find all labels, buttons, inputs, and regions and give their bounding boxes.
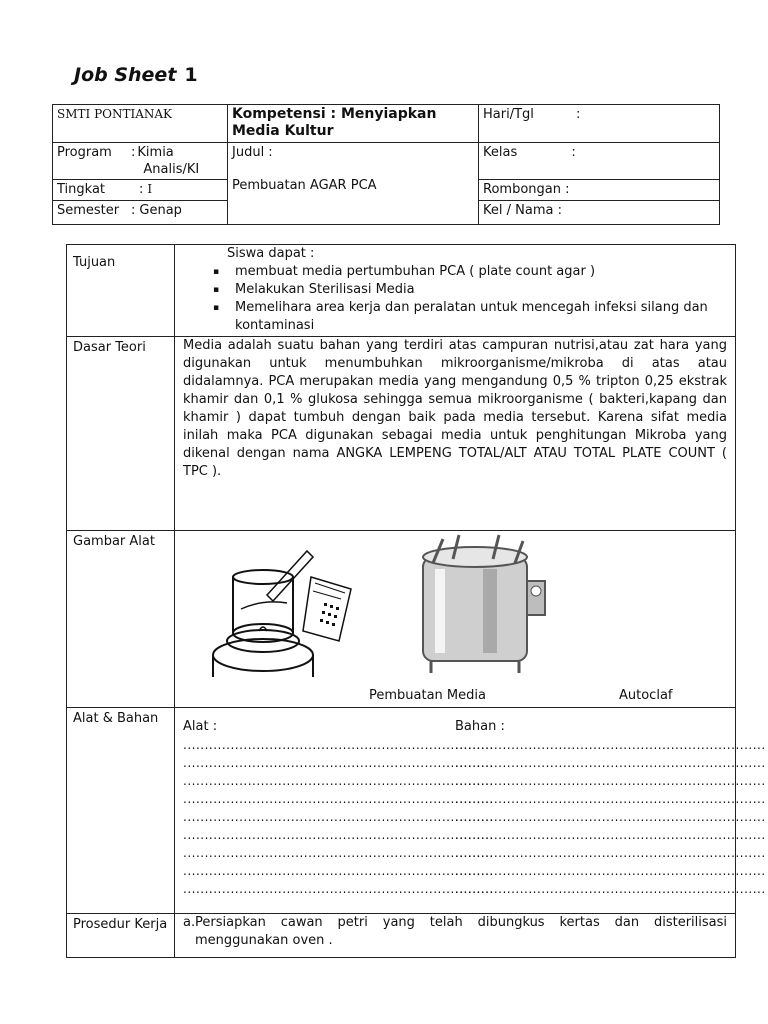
alat-line: ........................................................................ <box>183 846 494 860</box>
program-colon: : <box>131 145 136 160</box>
dasar-teori-text: Media adalah suatu bahan yang terdiri atas campuran nutrisi,atau zat hara yang digunakan untuk menumbuhkan mikroorganisme/mikroba di atas atau didalamnya. PCA merupakan media yang mengandung 0,5 % tripton 0,25 ekstrak khamir dan 0,1 % glukosa sehingga semua mikroorganisme ( bakteri,kapang dan khamir ) dapat tumbuh dengan baik pada media tersebut. Karena sifat media inilah maka PCA digunakan sebagai media untuk penghitungan Mikroba yang dikenal dengan nama ANGKA LEMPENG TOTAL/ALT ATAU TOTAL PLATE COUNT ( TPC ). <box>183 338 727 479</box>
bahan-line: ........................................................................ <box>455 882 766 896</box>
caption-media: Pembuatan Media <box>369 688 486 703</box>
tujuan-item: ▪ membuat media pertumbuhan PCA ( plate count agar ) <box>225 263 727 281</box>
judul-cell <box>228 143 479 225</box>
program-value-2: Analis/KI <box>143 162 200 177</box>
tujuan-item: ▪ Memelihara area kerja dan peralatan untuk mencegah infeksi silang dan kontaminasi <box>225 299 727 335</box>
title-number: 1 <box>184 64 198 86</box>
tingkat-cell <box>53 180 228 201</box>
alat-line: ........................................................................ <box>183 792 494 806</box>
alat-line: ........................................................................ <box>183 882 494 896</box>
jobsheet-table <box>66 244 766 958</box>
program-label: Program <box>57 145 112 160</box>
dasar-teori-content <box>175 337 736 531</box>
rombongan-label: Rombongan : <box>483 182 570 197</box>
tujuan-list <box>183 263 727 335</box>
kompetensi-line1: Kompetensi : Menyiapkan <box>232 106 437 122</box>
kelas-label: Kelas <box>483 145 518 160</box>
bahan-line: ........................................................................ <box>455 774 766 788</box>
kelas-cell <box>479 143 720 180</box>
program-cell <box>53 143 228 180</box>
row-alat-bahan <box>67 708 736 914</box>
prosedur-content <box>175 914 736 958</box>
bahan-line: ........................................................................ <box>455 756 766 770</box>
semester-colon: : <box>131 203 136 218</box>
bahan-line: ........................................................................ <box>455 864 766 878</box>
media-preparation-illustration <box>211 537 361 687</box>
alat-line: ........................................................................ <box>183 864 494 878</box>
rombongan-cell <box>479 180 720 201</box>
alat-line: ........................................................................ <box>183 774 494 788</box>
prosedur-marker: a. <box>183 915 196 930</box>
school-name: SMTI PONTIANAK <box>57 107 173 121</box>
kelas-colon: : <box>571 145 576 160</box>
tujuan-item: ▪ Melakukan Sterilisasi Media <box>225 281 727 299</box>
bahan-label: Bahan : <box>455 719 505 734</box>
bahan-column <box>455 718 766 898</box>
page-title <box>74 64 198 86</box>
row-prosedur <box>67 914 736 958</box>
prosedur-item <box>183 914 727 950</box>
semester-label: Semester <box>57 203 120 218</box>
alat-bahan-content <box>175 708 766 914</box>
alat-label: Alat : <box>183 719 218 734</box>
tujuan-content <box>175 245 736 337</box>
kel-cell <box>479 201 720 225</box>
tujuan-label: Tujuan <box>67 245 175 337</box>
autoclave-illustration <box>413 529 553 679</box>
alat-bahan-label: Alat & Bahan <box>67 708 175 914</box>
header-table <box>52 104 720 225</box>
tujuan-intro: Siswa dapat : <box>227 246 315 261</box>
alat-line: ........................................................................ <box>183 810 494 824</box>
judul-value: Pembuatan AGAR PCA <box>232 178 377 193</box>
row-tujuan <box>67 245 736 337</box>
tingkat-colon: : <box>139 182 144 197</box>
judul-label: Judul : <box>232 145 273 160</box>
row-dasar-teori <box>67 337 736 531</box>
bahan-line: ........................................................................ <box>455 810 766 824</box>
title-text: Job Sheet <box>74 64 177 86</box>
caption-autoclave: Autoclaf <box>619 688 673 703</box>
school-cell <box>53 105 228 143</box>
kompetensi-cell <box>228 105 479 143</box>
bahan-line: ........................................................................ <box>455 846 766 860</box>
program-value-1: Kimia <box>137 145 174 160</box>
hari-cell <box>479 105 720 143</box>
kompetensi-line2: Media Kultur <box>232 123 334 139</box>
prosedur-text: Persiapkan cawan petri yang telah dibungkus kertas dan disterilisasi menggunakan oven . <box>195 915 727 948</box>
tingkat-value: I <box>147 182 153 196</box>
semester-cell <box>53 201 228 225</box>
hari-label: Hari/Tgl <box>483 107 534 122</box>
gambar-content <box>175 531 736 708</box>
bahan-line: ........................................................................ <box>455 828 766 842</box>
gambar-label: Gambar Alat <box>67 531 175 708</box>
alat-line: ........................................................................ <box>183 738 494 752</box>
prosedur-label: Prosedur Kerja <box>67 914 175 958</box>
row-gambar <box>67 531 736 708</box>
alat-line: ........................................................................ <box>183 756 494 770</box>
bahan-line: ........................................................................ <box>455 738 766 752</box>
kel-label: Kel / Nama : <box>483 203 562 218</box>
alat-line: ........................................................................ <box>183 828 494 842</box>
semester-value: Genap <box>139 203 182 218</box>
tingkat-label: Tingkat <box>57 182 106 197</box>
bahan-line: ........................................................................ <box>455 792 766 806</box>
hari-colon: : <box>576 107 581 122</box>
dasar-teori-label: Dasar Teori <box>67 337 175 531</box>
